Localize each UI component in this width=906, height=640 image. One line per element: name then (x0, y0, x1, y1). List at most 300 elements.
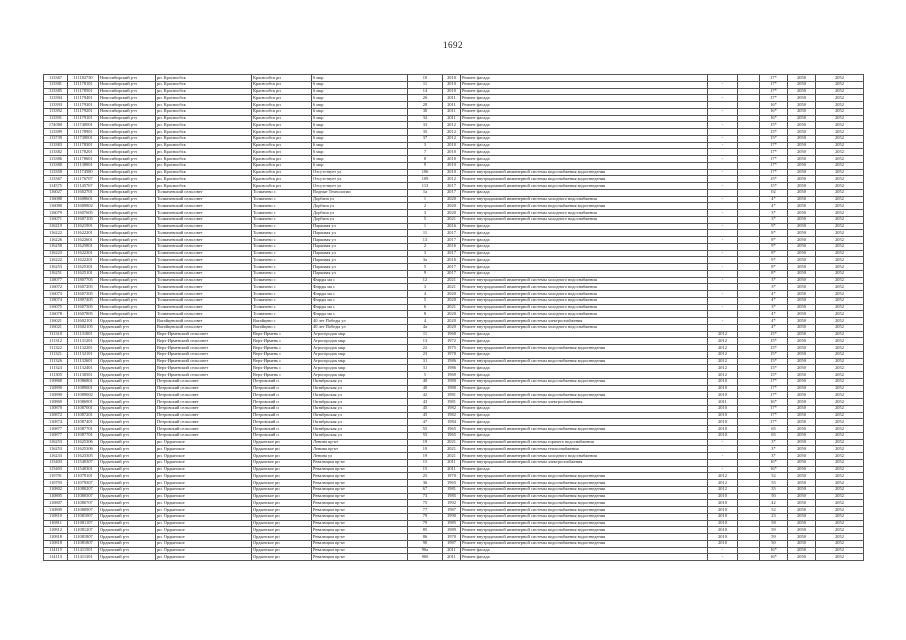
work-type-cell: Ремонт внутридомовой инженерной системы холодного водоснабжения (461, 196, 708, 203)
priority-cell: 17* (760, 412, 788, 419)
plan-end-cell: 2052 (816, 162, 864, 169)
district-cell: Ордынский р-н (99, 412, 156, 419)
street-cell: Ревалюции пр-кт (312, 547, 408, 554)
priority-cell: 3* (760, 284, 788, 291)
plan-end-cell: 2052 (816, 372, 864, 379)
repair-year-cell: - (708, 135, 738, 142)
repair-year-cell: 2010 (708, 405, 738, 412)
built-year-cell: 1965 (443, 432, 461, 439)
settlement-cell: рп. Краснообск (156, 156, 252, 163)
district-cell: Ордынский р-н (99, 459, 156, 466)
house-code-cell: 111131001 (68, 331, 99, 338)
settlement-cell: Вагайцевский сельсовет (156, 324, 252, 331)
street-cell: Отсутствует ул (312, 169, 408, 176)
house-number-cell: 73 (408, 493, 443, 500)
row-id-cell: 113393 (44, 102, 68, 109)
repair-year-cell: 2010 (708, 534, 738, 541)
priority-cell: 17* (760, 149, 788, 156)
street-cell: Агрогородок мкр (312, 338, 408, 345)
house-code-cell: 111622601 (68, 237, 99, 244)
repair-year-cell: 2010 (708, 493, 738, 500)
table-row (44, 81, 864, 88)
repair-year-cell: - (708, 250, 738, 257)
settlement-cell: рп. Краснообск (156, 183, 252, 190)
repair-year-cell: 2012 (708, 338, 738, 345)
district-cell: Ордынский р-н (99, 527, 156, 534)
district-cell: Новосибирский р-н (99, 115, 156, 122)
row-id-cell: 113381 (44, 81, 68, 88)
street-cell: Октябрьская ул (312, 392, 408, 399)
built-year-cell: 2011 (443, 102, 461, 109)
settlement-cell: Толмачевский сельсовет (156, 270, 252, 277)
priority-cell: 4* (760, 297, 788, 304)
settlement-cell: рп. Краснообск (156, 122, 252, 129)
house-code-cell: 111079101 (68, 473, 99, 480)
built-year-cell: 2011 (443, 459, 461, 466)
house-code-cell: 111087001 (68, 405, 99, 412)
settlement-cell: Вагайцевский сельсовет (156, 318, 252, 325)
house-number-cell: 86 (408, 534, 443, 541)
locality-cell: Толмачево с (252, 277, 312, 284)
table-row (44, 277, 864, 284)
table-row (44, 419, 864, 426)
settlement-cell: рп. Краснообск (156, 81, 252, 88)
locality-cell: Толмачево с (252, 216, 312, 223)
settlement-cell: рп. Краснообск (156, 75, 252, 82)
district-cell: Новосибирский р-н (99, 162, 156, 169)
plan-end-cell: 2052 (816, 129, 864, 136)
priority-cell: 3* (760, 210, 788, 217)
row-id-cell: 110811 (44, 520, 68, 527)
house-number-cell: 79 (408, 513, 443, 520)
locality-cell: Ордынское рп (252, 540, 312, 547)
district-cell: Ордынский р-н (99, 554, 156, 561)
locality-cell: Ордынское рп (252, 439, 312, 446)
settlement-cell: рп. Краснообск (156, 162, 252, 169)
priority-cell: 8* (760, 270, 788, 277)
locality-cell: Петровский п (252, 385, 312, 392)
plan-start-cell: 2050 (788, 473, 816, 480)
locality-cell: Краснообск рп (252, 183, 312, 190)
house-number-cell: 11 (408, 81, 443, 88)
locality-cell: Петровский п (252, 412, 312, 419)
table-row (44, 149, 864, 156)
settlement-cell: Петровский сельсовет (156, 392, 252, 399)
priority-cell: 16* (760, 108, 788, 115)
table-row (44, 412, 864, 419)
repair-year-cell: 2010 (708, 507, 738, 514)
street-cell: Парковая ул (312, 270, 408, 277)
spacer-cell (738, 527, 760, 534)
plan-end-cell: 2052 (816, 385, 864, 392)
spacer-cell (738, 507, 760, 514)
spacer-cell (738, 540, 760, 547)
house-number-cell: 1 (408, 196, 443, 203)
plan-end-cell: 2052 (816, 419, 864, 426)
plan-start-cell: 2050 (788, 520, 816, 527)
spacer-cell (738, 473, 760, 480)
row-id-cell: 113391 (44, 115, 68, 122)
plan-end-cell: 2052 (816, 216, 864, 223)
district-cell: Новосибирский р-н (99, 311, 156, 318)
locality-cell: Краснообск рп (252, 162, 312, 169)
street-cell: 6 мкр (312, 88, 408, 95)
street-cell: 6 мкр (312, 162, 408, 169)
row-id-cell: 118074 (44, 297, 68, 304)
repair-year-cell: - (708, 169, 738, 176)
street-cell: Ленина пр-кт (312, 439, 408, 446)
house-number-cell: 2 (408, 243, 443, 250)
built-year-cell: 1969 (443, 372, 461, 379)
house-code-cell: 111182750 (68, 75, 99, 82)
plan-end-cell: 2052 (816, 223, 864, 230)
settlement-cell: Толмачевский сельсовет (156, 189, 252, 196)
work-type-cell: Ремонт внутридомовой инженерной системы водоснабжения водоотведения (461, 493, 708, 500)
street-cell: Парковая ул (312, 230, 408, 237)
priority-cell: 15* (760, 129, 788, 136)
spacer-cell (738, 156, 760, 163)
plan-start-cell: 2050 (788, 500, 816, 507)
work-type-cell: Ремонт внутридомовой инженерной системы холодного водоснабжения (461, 453, 708, 460)
spacer-cell (738, 432, 760, 439)
plan-start-cell: 2050 (788, 183, 816, 190)
locality-cell: Ордынское рп (252, 466, 312, 473)
settlement-cell: Петровский сельсовет (156, 419, 252, 426)
plan-end-cell: 2052 (816, 365, 864, 372)
street-cell: Ревалюции пр-кт (312, 513, 408, 520)
house-number-cell: 113 (408, 183, 443, 190)
work-type-cell: Ремонт внутридомовой инженерной системы водоснабжения водоотведения (461, 527, 708, 534)
table-row (44, 284, 864, 291)
house-code-cell: 111179101 (68, 115, 99, 122)
house-number-cell: 90б (408, 554, 443, 561)
house-code-cell: 111087201 (68, 412, 99, 419)
work-type-cell: Ремонт фасада (461, 88, 708, 95)
locality-cell: Петровский п (252, 378, 312, 385)
priority-cell: 17* (760, 162, 788, 169)
repair-year-cell (708, 189, 738, 196)
district-cell: Ордынский р-н (99, 345, 156, 352)
locality-cell: Толмачево с (252, 291, 312, 298)
repair-year-cell (708, 75, 738, 82)
district-cell: Новосибирский р-н (99, 230, 156, 237)
district-cell: Ордынский р-н (99, 466, 156, 473)
repair-year-cell: - (708, 277, 738, 284)
table-row (44, 486, 864, 493)
built-year-cell: 1975 (443, 345, 461, 352)
settlement-cell: рп. Ордынское (156, 486, 252, 493)
row-id-cell: 116079 (44, 210, 68, 217)
row-id-cell: 115403 (44, 459, 68, 466)
work-type-cell: Ремонт фасада (461, 129, 708, 136)
house-number-cell: 55 (408, 426, 443, 433)
work-type-cell: Ремонт фасада (461, 547, 708, 554)
table-row (44, 520, 864, 527)
built-year-cell: 2020 (443, 324, 461, 331)
table-row (44, 135, 864, 142)
plan-end-cell: 2052 (816, 237, 864, 244)
spacer-cell (738, 480, 760, 487)
row-id-cell: 116251 (44, 270, 68, 277)
settlement-cell: Верх-Ирменский сельсовет (156, 345, 252, 352)
locality-cell: Толмачево с (252, 311, 312, 318)
row-id-cell: 110869 (44, 399, 68, 406)
repair-year-cell: - (708, 183, 738, 190)
work-type-cell: Ремонт внутридомовой инженерной системы холодного водоснабжения (461, 291, 708, 298)
district-cell: Ордынский р-н (99, 365, 156, 372)
spacer-cell (738, 426, 760, 433)
built-year-cell: 2020 (443, 311, 461, 318)
spacer-cell (738, 243, 760, 250)
locality-cell: Толмачево с (252, 284, 312, 291)
street-cell: Агрогородок мкр (312, 365, 408, 372)
work-type-cell: Ремонт фасада (461, 102, 708, 109)
spacer-cell (738, 439, 760, 446)
spacer-cell (738, 378, 760, 385)
plan-end-cell: 2052 (816, 520, 864, 527)
work-type-cell: Ремонт внутридомовой инженерной системы электроснабжения (461, 318, 708, 325)
plan-start-cell: 2050 (788, 338, 816, 345)
plan-start-cell: 2050 (788, 345, 816, 352)
table-row (44, 88, 864, 95)
street-cell: Ревалюции пр-кт (312, 507, 408, 514)
table-row (44, 142, 864, 149)
work-type-cell: Ремонт фасада (461, 257, 708, 264)
spacer-cell (738, 365, 760, 372)
priority-cell: 17* (760, 392, 788, 399)
street-cell: Агрогородок мкр (312, 351, 408, 358)
row-id-cell: 115403 (44, 466, 68, 473)
settlement-cell: рп. Ордынское (156, 500, 252, 507)
repair-year-cell: - (708, 264, 738, 271)
priority-cell: 15* (760, 122, 788, 129)
street-cell: Парковая ул (312, 237, 408, 244)
spacer-cell (738, 459, 760, 466)
house-number-cell: 79 (408, 520, 443, 527)
priority-cell: 15* (760, 358, 788, 365)
house-number-cell: 3 (408, 284, 443, 291)
priority-cell: 15* (760, 331, 788, 338)
priority-cell: 42 (760, 500, 788, 507)
priority-cell: 52 (760, 473, 788, 480)
spacer-cell (738, 372, 760, 379)
row-id-cell: 110809 (44, 507, 68, 514)
plan-start-cell: 2050 (788, 95, 816, 102)
street-cell: 6 мкр (312, 102, 408, 109)
work-type-cell: Ремонт фасада (461, 405, 708, 412)
district-cell: Новосибирский р-н (99, 237, 156, 244)
house-number-cell: 8 (408, 156, 443, 163)
house-number-cell: 31 (408, 365, 443, 372)
row-id-cell: 118077 (44, 277, 68, 284)
house-number-cell: 55 (408, 432, 443, 439)
priority-cell: 15* (760, 183, 788, 190)
built-year-cell: 2011 (443, 466, 461, 473)
spacer-cell (738, 311, 760, 318)
spacer-cell (738, 203, 760, 210)
settlement-cell: рп. Краснообск (156, 102, 252, 109)
row-id-cell: 110890 (44, 385, 68, 392)
built-year-cell: 2017 (443, 250, 461, 257)
work-type-cell: Ремонт фасада (461, 115, 708, 122)
locality-cell: Краснообск рп (252, 176, 312, 183)
locality-cell: Толмачево с (252, 297, 312, 304)
house-code-cell: 111089001 (68, 385, 99, 392)
repair-year-cell: 2010 (708, 520, 738, 527)
repair-year-cell: - (708, 81, 738, 88)
priority-cell: 3* (760, 453, 788, 460)
built-year-cell: 1982 (443, 412, 461, 419)
house-number-cell: 12 (408, 277, 443, 284)
built-year-cell: 2017 (443, 183, 461, 190)
house-number-cell: 15 (408, 459, 443, 466)
street-cell: 6 мкр (312, 122, 408, 129)
plan-start-cell: 2050 (788, 108, 816, 115)
locality-cell: Толмачево с (252, 250, 312, 257)
priority-cell: 15* (760, 176, 788, 183)
street-cell: Фирды ма с (312, 284, 408, 291)
row-id-cell: 110812 (44, 527, 68, 534)
street-cell: Ревалюции пр-кт (312, 554, 408, 561)
plan-start-cell: 2050 (788, 176, 816, 183)
spacer-cell (738, 223, 760, 230)
house-code-cell: 111086901 (68, 399, 99, 406)
work-type-cell: Ремонт внутридомовой инженерной системы холодного водоснабжения (461, 216, 708, 223)
repair-year-cell: - (708, 291, 738, 298)
spacer-cell (738, 412, 760, 419)
plan-start-cell: 2050 (788, 122, 816, 129)
street-cell: Ревалюции пр-кт (312, 527, 408, 534)
table-row (44, 216, 864, 223)
built-year-cell: 2012 (443, 122, 461, 129)
house-number-cell: 14 (408, 88, 443, 95)
locality-cell: Вагайцево с (252, 318, 312, 325)
plan-end-cell: 2052 (816, 257, 864, 264)
street-cell: Агрогородок мкр (312, 358, 408, 365)
house-number-cell: 19 (408, 453, 443, 460)
work-type-cell: Ремонт внутридомовой инженерной системы холодного водоснабжения (461, 277, 708, 284)
plan-start-cell: 2050 (788, 81, 816, 88)
table-row (44, 493, 864, 500)
plan-end-cell: 2052 (816, 291, 864, 298)
house-code-cell: 111174580 (68, 169, 99, 176)
district-cell: Новосибирский р-н (99, 196, 156, 203)
built-year-cell: 2010 (443, 156, 461, 163)
house-code-cell: 111089002 (68, 392, 99, 399)
street-cell: Ленина ул (312, 453, 408, 460)
row-id-cell: 111326 (44, 358, 68, 365)
work-type-cell: Ремонт внутридомовой инженерной системы холодного водоснабжения (461, 210, 708, 217)
plan-end-cell: 2052 (816, 189, 864, 196)
settlement-cell: рп. Краснообск (156, 115, 252, 122)
plan-start-cell: 2050 (788, 513, 816, 520)
priority-cell: 3* (760, 439, 788, 446)
spacer-cell (738, 102, 760, 109)
repair-year-cell (708, 129, 738, 136)
locality-cell: Верх-Ирмень с (252, 358, 312, 365)
work-type-cell: Ремонт внутридомовой инженерной системы холодного водоснабжения (461, 304, 708, 311)
plan-start-cell: 2050 (788, 385, 816, 392)
spacer-cell (738, 196, 760, 203)
plan-end-cell: 2052 (816, 554, 864, 561)
plan-start-cell: 2050 (788, 203, 816, 210)
street-cell: 6 мкр (312, 115, 408, 122)
work-type-cell: Ремонт фасада (461, 338, 708, 345)
street-cell: Октябрьская ул (312, 399, 408, 406)
settlement-cell: рп. Ордынское (156, 527, 252, 534)
district-cell: Ордынский р-н (99, 385, 156, 392)
district-cell: Ордынский р-н (99, 486, 156, 493)
plan-start-cell: 2050 (788, 466, 816, 473)
district-cell: Новосибирский р-н (99, 304, 156, 311)
priority-cell: 4* (760, 196, 788, 203)
table-row (44, 432, 864, 439)
priority-cell: 02 (760, 189, 788, 196)
settlement-cell: Верх-Ирменский сельсовет (156, 365, 252, 372)
table-row (44, 291, 864, 298)
repair-year-cell: 2010 (708, 412, 738, 419)
built-year-cell: 2021 (443, 446, 461, 453)
locality-cell: Петровский п (252, 405, 312, 412)
house-number-cell: 5 (408, 216, 443, 223)
built-year-cell: 2012 (443, 135, 461, 142)
work-type-cell: Ремонт фасада (461, 135, 708, 142)
table-row (44, 426, 864, 433)
priority-cell: 59 (760, 527, 788, 534)
plan-end-cell: 2052 (816, 459, 864, 466)
built-year-cell: 1965 (443, 480, 461, 487)
plan-start-cell: 2050 (788, 426, 816, 433)
row-id-cell: 110807 (44, 500, 68, 507)
plan-start-cell: 2050 (788, 196, 816, 203)
locality-cell: Петровский п (252, 432, 312, 439)
house-number-cell: 13 (408, 338, 443, 345)
street-cell: Дорбиза ул (312, 216, 408, 223)
street-cell: Ревалюции пр-кт (312, 500, 408, 507)
plan-start-cell: 2050 (788, 358, 816, 365)
row-id-cell: 116071 (44, 216, 68, 223)
district-cell: Ордынский р-н (99, 392, 156, 399)
settlement-cell: рп. Краснообск (156, 95, 252, 102)
house-number-cell: 77 (408, 507, 443, 514)
district-cell: Ордынский р-н (99, 426, 156, 433)
row-id-cell: 111321 (44, 351, 68, 358)
work-type-cell: Ремонт внутридомовой инженерной системы водоснабжения водоотведения (461, 480, 708, 487)
locality-cell: Ордынское рп (252, 493, 312, 500)
table-row (44, 473, 864, 480)
table-row (44, 554, 864, 561)
built-year-cell: 1981 (443, 399, 461, 406)
row-id-cell: 110872 (44, 412, 68, 419)
district-cell: Ордынский р-н (99, 358, 156, 365)
district-cell: Новосибирский р-н (99, 142, 156, 149)
plan-start-cell: 2050 (788, 156, 816, 163)
settlement-cell: Петровский сельсовет (156, 385, 252, 392)
house-code-cell: 111607105 (68, 216, 99, 223)
plan-start-cell: 2050 (788, 399, 816, 406)
street-cell: Фирды ма с (312, 277, 408, 284)
built-year-cell: 2010 (443, 81, 461, 88)
street-cell: Фирды ма с (312, 311, 408, 318)
locality-cell: Верх-Ирмень с (252, 331, 312, 338)
repair-year-cell: - (708, 547, 738, 554)
locality-cell: Толмачево с (252, 230, 312, 237)
work-type-cell: Ремонт фасада (461, 75, 708, 82)
house-number-cell: 5 (408, 264, 443, 271)
street-cell: Октябрьская ул (312, 419, 408, 426)
table-row (44, 250, 864, 257)
house-code-cell: 111739001 (68, 135, 99, 142)
